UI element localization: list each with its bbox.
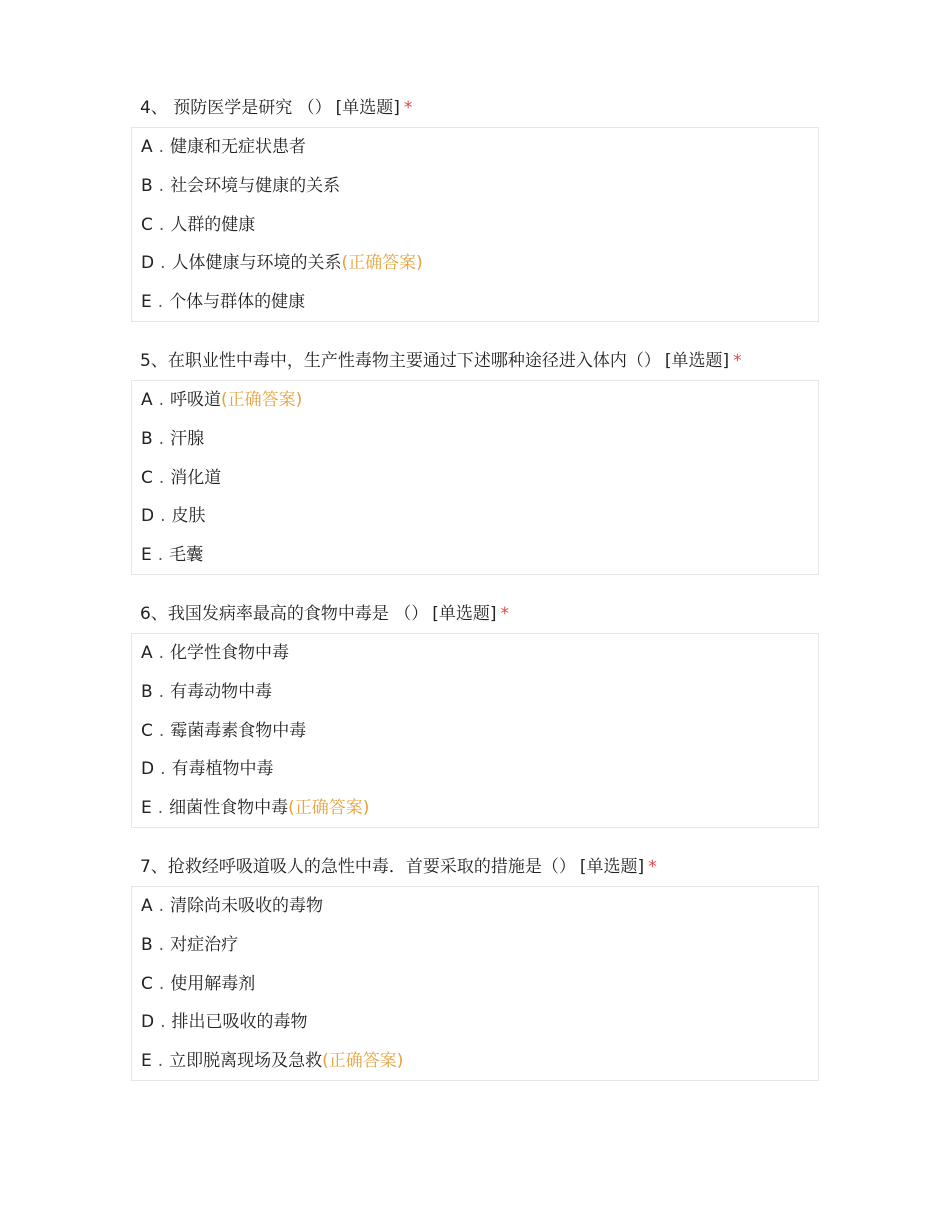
question-type-label: [单选题] xyxy=(579,857,645,877)
options-list xyxy=(131,380,819,575)
option-text: 有毒动物中毒 xyxy=(170,681,273,702)
option-a[interactable]: A . 清除尚未吸收的毒物 xyxy=(141,896,324,916)
question-title xyxy=(131,848,819,886)
correct-answer-tag: (正确答案) xyxy=(288,798,370,819)
options-list xyxy=(131,127,819,322)
question-text: 5、在职业性中毒中，生产性毒物主要通过下述哪种途径进入体内（） xyxy=(140,351,661,371)
option-e[interactable]: E . 毛囊 xyxy=(141,545,204,566)
option-text: 有毒植物中毒 xyxy=(171,759,274,780)
option-text: 皮肤 xyxy=(171,506,206,527)
option-text: 清除尚未吸收的毒物 xyxy=(170,896,324,916)
option-e[interactable]: E . 个体与群体的健康 xyxy=(141,292,306,313)
option-d[interactable]: D . 排出已吸收的毒物 xyxy=(141,1012,308,1033)
option-d[interactable]: D . 皮肤 xyxy=(141,506,206,527)
question-text: 6、我国发病率最高的食物中毒是 （） xyxy=(140,604,429,624)
option-text: 立即脱离现场及急救 xyxy=(169,1051,323,1072)
option-b[interactable]: B . 对症治疗 xyxy=(141,934,239,955)
option-a[interactable]: A . 健康和无症状患者 xyxy=(141,137,307,157)
option-text: 呼吸道 xyxy=(170,390,222,410)
option-d[interactable]: D . 有毒植物中毒 xyxy=(141,759,274,780)
option-text: 对症治疗 xyxy=(170,934,239,955)
option-text: 霉菌毒素食物中毒 xyxy=(170,720,307,741)
required-asterisk: * xyxy=(733,351,742,371)
option-text: 人群的健康 xyxy=(170,214,256,235)
option-text: 细菌性食物中毒 xyxy=(169,798,289,819)
option-text: 化学性食物中毒 xyxy=(170,643,290,663)
option-a[interactable]: A . 化学性食物中毒 xyxy=(141,643,290,663)
required-asterisk: * xyxy=(403,98,413,118)
option-b[interactable]: B . 有毒动物中毒 xyxy=(141,681,273,702)
question-4 xyxy=(131,89,819,322)
question-6 xyxy=(131,595,819,828)
option-text: 排出已吸收的毒物 xyxy=(171,1012,308,1033)
option-d[interactable]: D . 人体健康与环境的关系(正确答案) xyxy=(141,253,423,274)
question-7 xyxy=(131,848,819,1081)
option-b[interactable]: B . 社会环境与健康的关系 xyxy=(141,175,341,196)
option-e[interactable]: E . 细菌性食物中毒(正确答案) xyxy=(141,798,370,819)
question-text: 4、 预防医学是研究 （） xyxy=(140,98,332,118)
option-e[interactable]: E . 立即脱离现场及急救(正确答案) xyxy=(141,1051,404,1072)
option-a[interactable]: A . 呼吸道(正确答案) xyxy=(141,390,303,410)
option-text: 人体健康与环境的关系 xyxy=(171,253,342,274)
correct-answer-tag: (正确答案) xyxy=(322,1051,404,1072)
correct-answer-tag: (正确答案) xyxy=(341,253,423,274)
option-text: 消化道 xyxy=(170,467,222,488)
option-text: 健康和无症状患者 xyxy=(170,137,307,157)
question-title xyxy=(131,595,819,633)
option-text: 社会环境与健康的关系 xyxy=(170,175,341,196)
option-b[interactable]: B . 汗腺 xyxy=(141,428,205,449)
question-title xyxy=(131,89,819,127)
question-text: 7、抢救经呼吸道吸人的急性中毒．首要采取的措施是（） xyxy=(140,857,576,877)
required-asterisk: * xyxy=(648,857,657,877)
option-text: 个体与群体的健康 xyxy=(169,292,306,313)
question-title xyxy=(131,342,819,380)
option-text: 毛囊 xyxy=(169,545,204,566)
option-c[interactable]: C . 霉菌毒素食物中毒 xyxy=(141,720,307,741)
options-list xyxy=(131,633,819,828)
question-type-label: [单选题] xyxy=(664,351,730,371)
question-type-label: [单选题] xyxy=(432,604,497,624)
required-asterisk: * xyxy=(500,604,509,624)
option-text: 汗腺 xyxy=(170,428,205,449)
option-c[interactable]: C . 使用解毒剂 xyxy=(141,973,256,994)
correct-answer-tag: (正确答案) xyxy=(221,390,303,410)
options-list xyxy=(131,886,819,1081)
question-5 xyxy=(131,342,819,575)
option-c[interactable]: C . 消化道 xyxy=(141,467,222,488)
question-type-label: [单选题] xyxy=(335,98,400,118)
option-c[interactable]: C . 人群的健康 xyxy=(141,214,256,235)
option-text: 使用解毒剂 xyxy=(170,973,256,994)
